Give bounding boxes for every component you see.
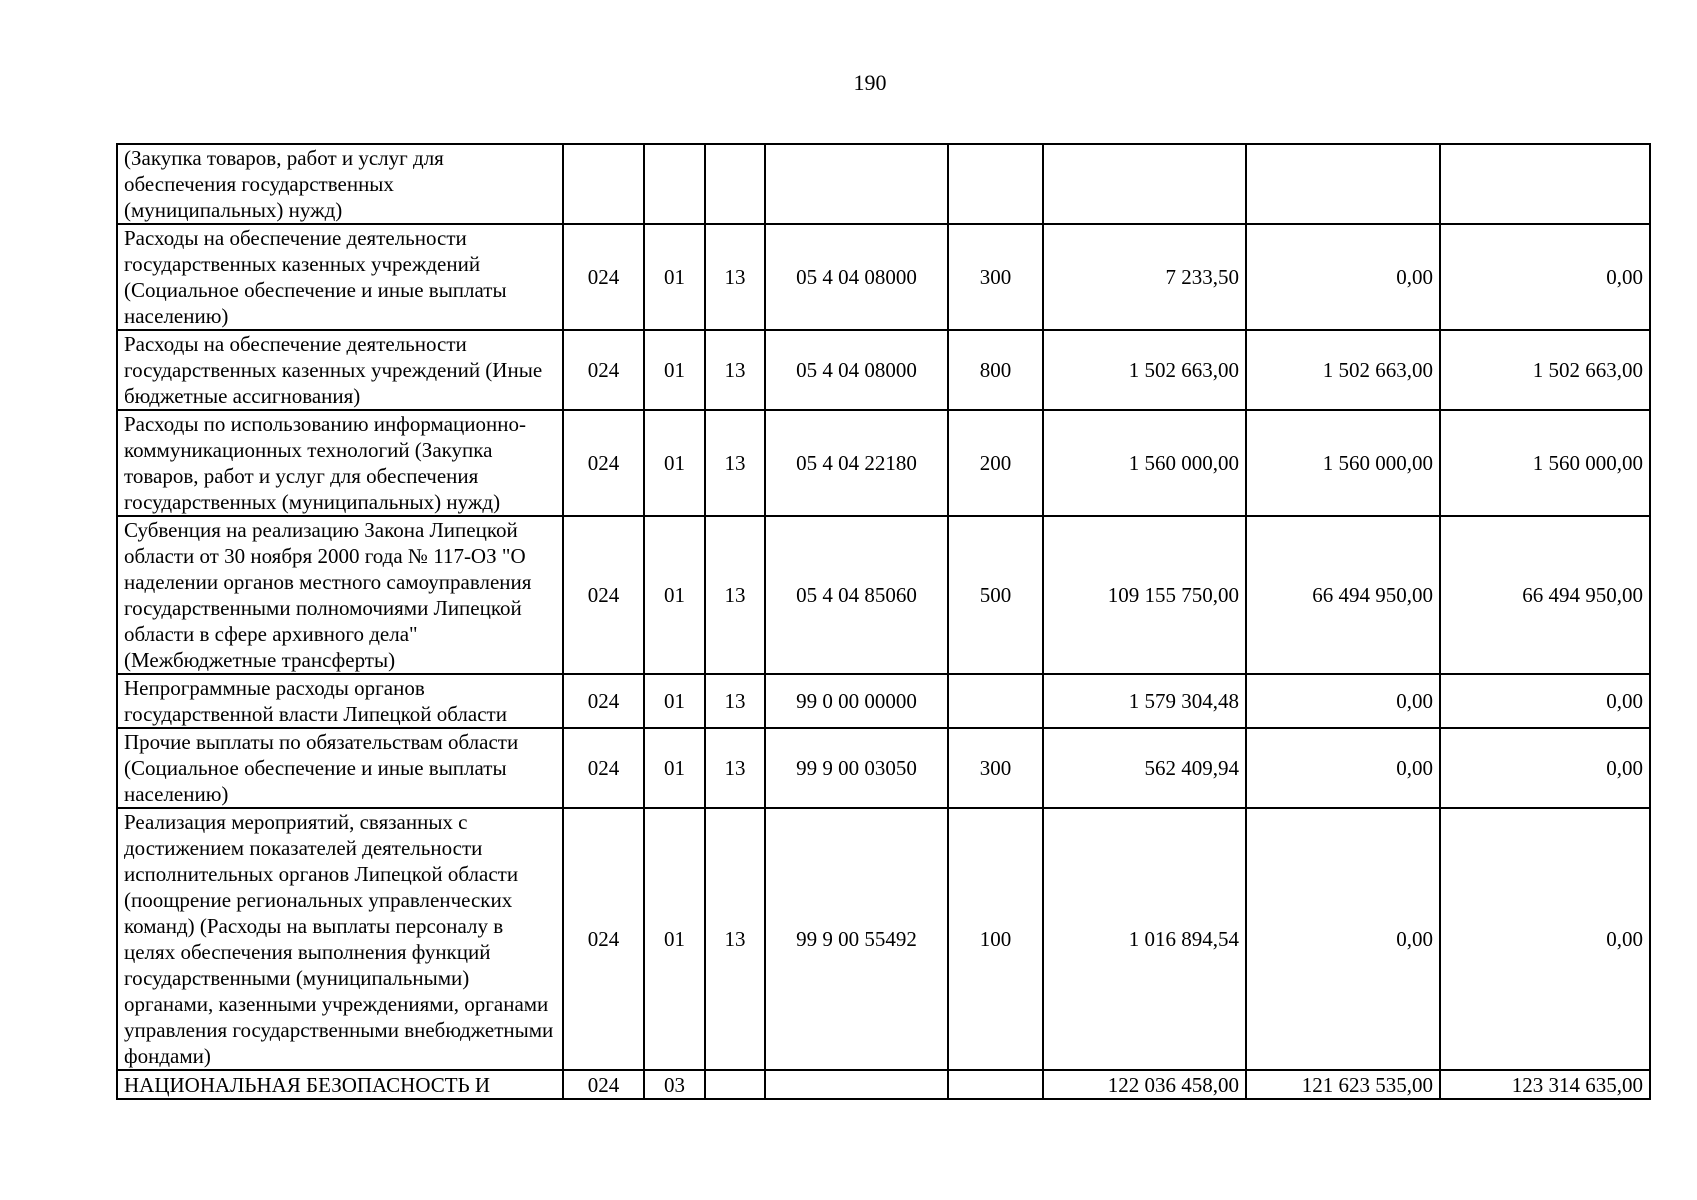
subsection-code-cell: 13 <box>705 330 765 410</box>
table-row <box>117 674 1650 728</box>
expense-name-cell: Расходы по использованию информационно-коммуникационных технологий (Закупка товаров, работ и услуг для обеспечения государственных (муниципальных) нужд) <box>117 410 563 516</box>
page-number: 190 <box>853 70 887 95</box>
amount-year1-cell: 562 409,94 <box>1043 728 1246 808</box>
amount-year1-cell: 1 579 304,48 <box>1043 674 1246 728</box>
amount-year3-cell: 66 494 950,00 <box>1440 516 1650 674</box>
amount-year1-cell: 1 502 663,00 <box>1043 330 1246 410</box>
section-code-cell <box>644 144 705 224</box>
subsection-code-cell: 13 <box>705 516 765 674</box>
section-code-cell: 01 <box>644 808 705 1070</box>
amount-year2-cell: 0,00 <box>1246 808 1440 1070</box>
table-row <box>117 1070 1650 1099</box>
expense-type-cell: 100 <box>948 808 1043 1070</box>
expense-type-cell: 300 <box>948 728 1043 808</box>
amount-year3-cell: 0,00 <box>1440 728 1650 808</box>
target-article-cell: 05 4 04 22180 <box>765 410 948 516</box>
target-article-cell <box>765 1070 948 1099</box>
expense-name-cell: Реализация мероприятий, связанных с достижением показателей деятельности исполнительных органов Липецкой области (поощрение региональных управленческих команд) (Расходы на выплаты персоналу в целях обеспечения выполнения функций государственными (муниципальными) органами, казенными учреждениями, органами управления государственными внебюджетными фондами) <box>117 808 563 1070</box>
target-article-cell: 05 4 04 08000 <box>765 330 948 410</box>
amount-year2-cell: 1 502 663,00 <box>1246 330 1440 410</box>
expense-name-cell: Субвенция на реализацию Закона Липецкой области от 30 ноября 2000 года № 117-ОЗ "О наделении органов местного самоуправления государственными полномочиями Липецкой области в сфере архивного дела" (Межбюджетные трансферты) <box>117 516 563 674</box>
subsection-code-cell <box>705 144 765 224</box>
subsection-code-cell: 13 <box>705 674 765 728</box>
expense-name-cell: Расходы на обеспечение деятельности государственных казенных учреждений (Социальное обеспечение и иные выплаты населению) <box>117 224 563 330</box>
ministry-code-cell: 024 <box>563 674 644 728</box>
ministry-code-cell: 024 <box>563 410 644 516</box>
amount-year2-cell <box>1246 144 1440 224</box>
table-row <box>117 808 1650 1070</box>
ministry-code-cell: 024 <box>563 330 644 410</box>
amount-year3-cell: 0,00 <box>1440 808 1650 1070</box>
expense-type-cell <box>948 674 1043 728</box>
amount-year1-cell: 109 155 750,00 <box>1043 516 1246 674</box>
amount-year3-cell: 1 560 000,00 <box>1440 410 1650 516</box>
ministry-code-cell: 024 <box>563 728 644 808</box>
ministry-code-cell: 024 <box>563 808 644 1070</box>
ministry-code-cell: 024 <box>563 224 644 330</box>
amount-year3-cell: 123 314 635,00 <box>1440 1070 1650 1099</box>
amount-year2-cell: 0,00 <box>1246 728 1440 808</box>
section-code-cell: 01 <box>644 728 705 808</box>
section-code-cell: 01 <box>644 224 705 330</box>
amount-year1-cell: 7 233,50 <box>1043 224 1246 330</box>
section-code-cell: 01 <box>644 674 705 728</box>
expense-type-cell <box>948 1070 1043 1099</box>
table-row <box>117 144 1650 224</box>
target-article-cell: 99 9 00 03050 <box>765 728 948 808</box>
amount-year2-cell: 1 560 000,00 <box>1246 410 1440 516</box>
table-row <box>117 728 1650 808</box>
amount-year1-cell <box>1043 144 1246 224</box>
amount-year3-cell: 1 502 663,00 <box>1440 330 1650 410</box>
expense-type-cell: 800 <box>948 330 1043 410</box>
amount-year2-cell: 121 623 535,00 <box>1246 1070 1440 1099</box>
subsection-code-cell: 13 <box>705 728 765 808</box>
table-row <box>117 224 1650 330</box>
table-row <box>117 410 1650 516</box>
ministry-code-cell: 024 <box>563 1070 644 1099</box>
amount-year3-cell <box>1440 144 1650 224</box>
amount-year1-cell: 1 560 000,00 <box>1043 410 1246 516</box>
expense-type-cell: 500 <box>948 516 1043 674</box>
budget-table <box>116 143 1651 1100</box>
target-article-cell: 05 4 04 08000 <box>765 224 948 330</box>
amount-year2-cell: 0,00 <box>1246 224 1440 330</box>
amount-year3-cell: 0,00 <box>1440 674 1650 728</box>
target-article-cell: 99 0 00 00000 <box>765 674 948 728</box>
amount-year2-cell: 66 494 950,00 <box>1246 516 1440 674</box>
amount-year1-cell: 122 036 458,00 <box>1043 1070 1246 1099</box>
ministry-code-cell <box>563 144 644 224</box>
amount-year1-cell: 1 016 894,54 <box>1043 808 1246 1070</box>
amount-year3-cell: 0,00 <box>1440 224 1650 330</box>
expense-type-cell <box>948 144 1043 224</box>
expense-name-cell: (Закупка товаров, работ и услуг для обеспечения государственных (муниципальных) нужд) <box>117 144 563 224</box>
section-code-cell: 01 <box>644 516 705 674</box>
expense-type-cell: 300 <box>948 224 1043 330</box>
table-row <box>117 516 1650 674</box>
subsection-code-cell: 13 <box>705 410 765 516</box>
table-row <box>117 330 1650 410</box>
amount-year2-cell: 0,00 <box>1246 674 1440 728</box>
section-code-cell: 03 <box>644 1070 705 1099</box>
subsection-code-cell: 13 <box>705 808 765 1070</box>
section-code-cell: 01 <box>644 330 705 410</box>
target-article-cell <box>765 144 948 224</box>
ministry-code-cell: 024 <box>563 516 644 674</box>
subsection-code-cell: 13 <box>705 224 765 330</box>
subsection-code-cell <box>705 1070 765 1099</box>
expense-name-cell: Непрограммные расходы органов государственной власти Липецкой области <box>117 674 563 728</box>
expense-type-cell: 200 <box>948 410 1043 516</box>
target-article-cell: 05 4 04 85060 <box>765 516 948 674</box>
expense-name-cell: Расходы на обеспечение деятельности государственных казенных учреждений (Иные бюджетные ассигнования) <box>117 330 563 410</box>
section-code-cell: 01 <box>644 410 705 516</box>
target-article-cell: 99 9 00 55492 <box>765 808 948 1070</box>
expense-name-cell: Прочие выплаты по обязательствам области (Социальное обеспечение и иные выплаты населению) <box>117 728 563 808</box>
expense-name-cell: НАЦИОНАЛЬНАЯ БЕЗОПАСНОСТЬ И <box>117 1070 563 1099</box>
